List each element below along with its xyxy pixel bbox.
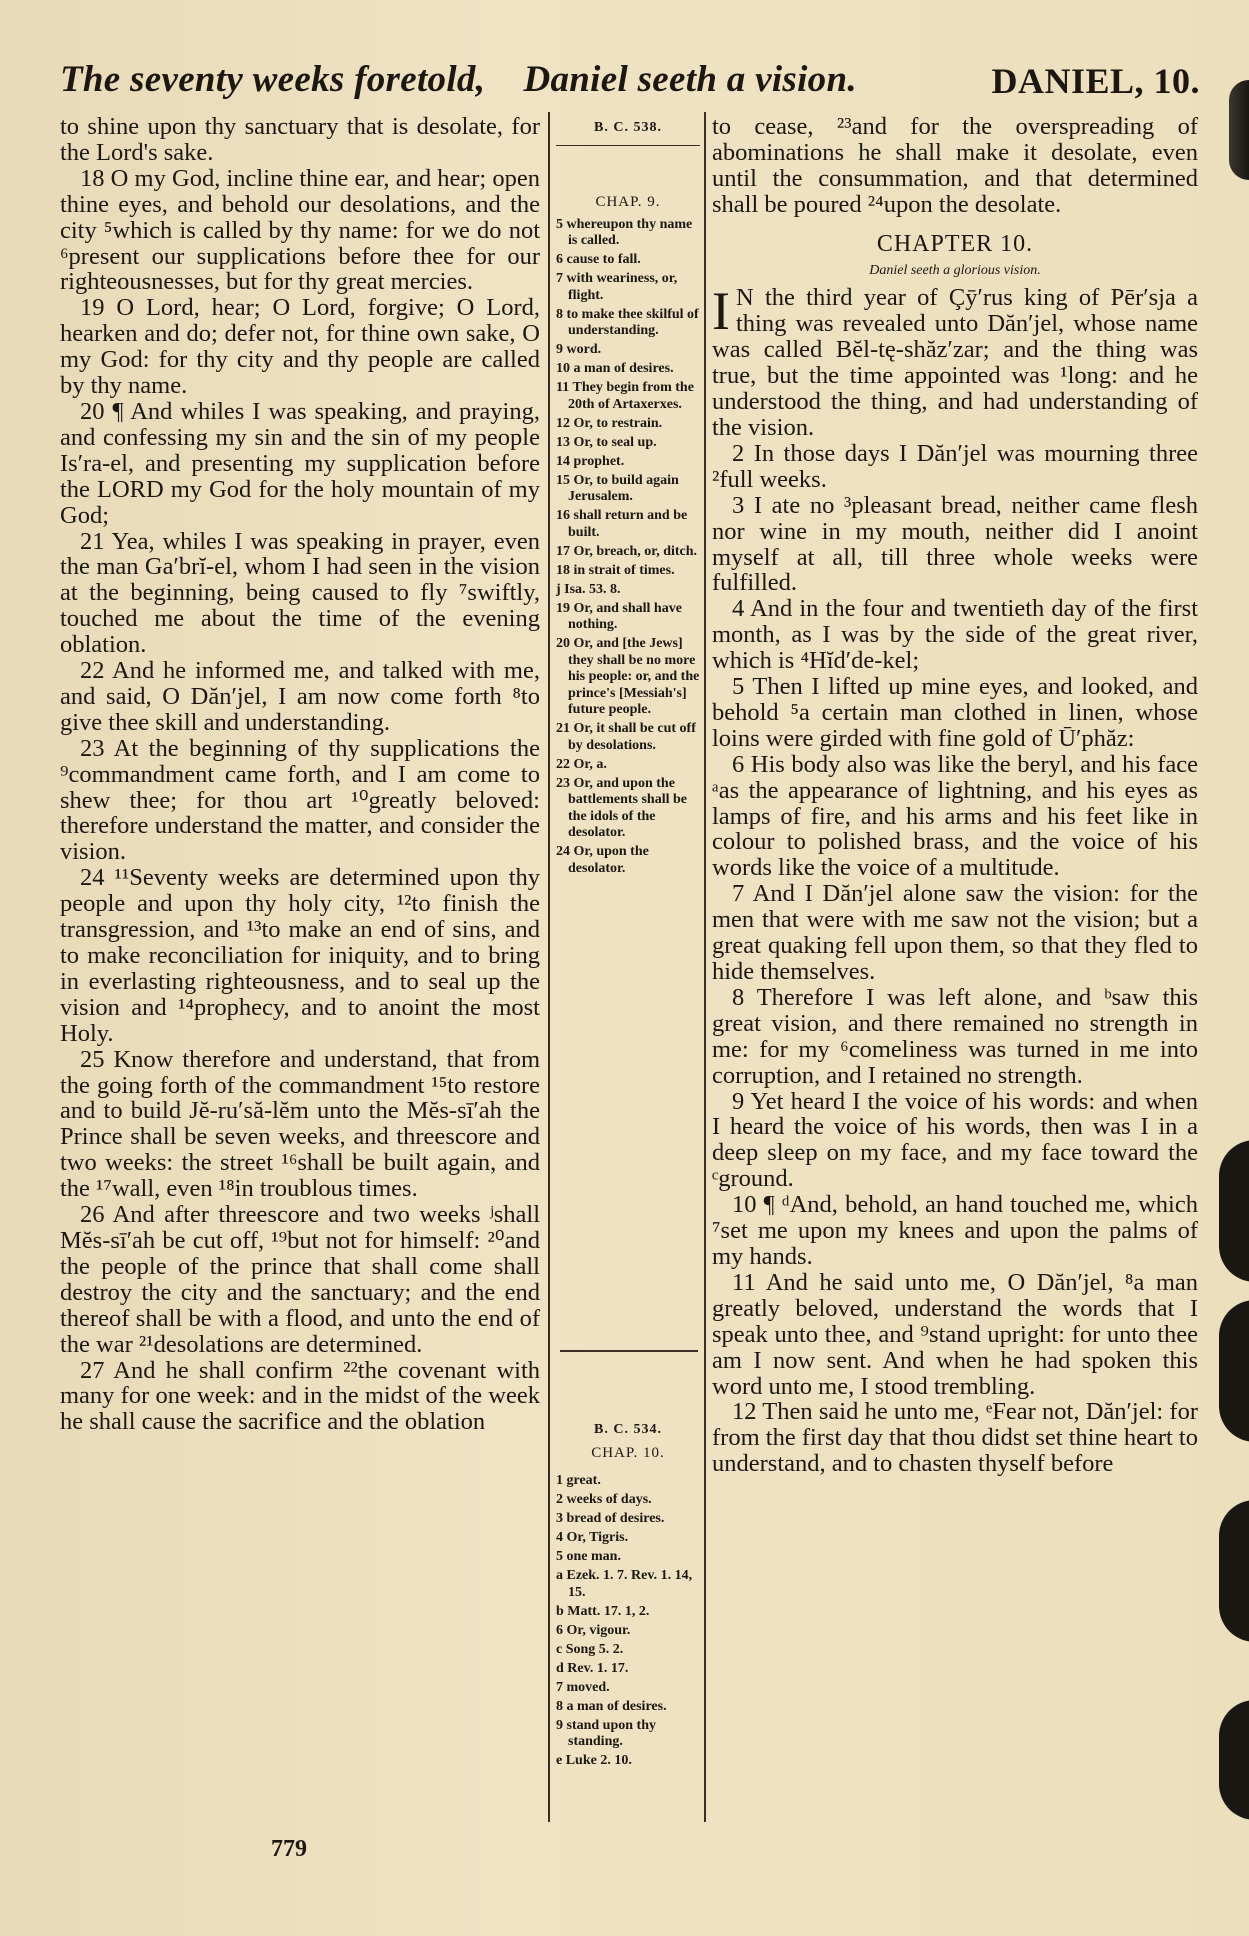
header-left-title: The seventy weeks foretold, Daniel seeth a vision. bbox=[60, 59, 857, 100]
column-rule-right bbox=[704, 112, 706, 1822]
verse-paragraph: 24 ¹¹Seventy weeks are determined upon thy people and upon thy holy city, ¹²to finish the transgression, and ¹³to make an end of sins, and to make reconciliation for iniquity, and to bring in everlasting righteousness, and to seal up the vision and ¹⁴prophecy, and to anoint the most Holy. bbox=[60, 864, 540, 1047]
verse-paragraph: 11 And he said unto me, O Dăn′jel, ⁸a man greatly beloved, understand the words that I speak unto thee, and ⁹stand upright: for unto thee am I now sent. And when he had spoken this word unto me, I stood trembling. bbox=[712, 1268, 1198, 1400]
margin-note: 9 stand upon thy standing. bbox=[556, 1717, 656, 1749]
verse-paragraph: to cease, ²³and for the overspreading of abominations he shall make it desolate, even until the consummation, and that determined shall be poured ²⁴upon the desolate. bbox=[712, 113, 1198, 218]
chapter-summary: Daniel seeth a glorious vision. bbox=[869, 262, 1041, 278]
thumb-index-tab[interactable] bbox=[1219, 1500, 1249, 1642]
verse-1 bbox=[712, 281, 1198, 441]
margin-note: 13 Or, to seal up. bbox=[556, 434, 657, 450]
margin-rule bbox=[556, 145, 700, 147]
verse-paragraph: 3 I ate no ³pleasant bread, neither came flesh nor wine in my mouth, neither did I anoint myself at all, till three whole weeks were fulfilled. bbox=[712, 491, 1198, 597]
verse-paragraph: 9 Yet heard I the voice of his words: and when I heard the voice of his words, then was I in a deep sleep on my face, and my face toward the ᶜground. bbox=[712, 1087, 1198, 1193]
verse-paragraph: 4 And in the four and twentieth day of the first month, as I was by the side of the great river, which is ⁴Hĭd′de-kel; bbox=[712, 595, 1198, 675]
verse-paragraph: 19 O Lord, hear; O Lord, forgive; O Lord, hearken and do; defer not, for thine own sake, O my God: for thy city and thy people are called by thy name. bbox=[60, 294, 540, 400]
verse-paragraph: 26 And after threescore and two weeks ʲshall Mĕs-sī′ah be cut off, ¹⁹but not for himself: ²⁰and the people of the prince that shall come shall destroy the city and the sanctuary; and the end thereof shall be with a flood, and unto the end of the war ²¹desolations are determined. bbox=[60, 1201, 540, 1358]
margin-note: 8 a man of desires. bbox=[556, 1698, 667, 1714]
margin-note: b Matt. 17. 1, 2. bbox=[556, 1603, 650, 1619]
margin-note: 6 Or, vigour. bbox=[556, 1622, 631, 1638]
margin-section-rule bbox=[560, 1350, 698, 1352]
verse-paragraph: 25 Know therefore and understand, that from the going forth of the commandment ¹⁵to restore and to build Jĕ-ru′să-lĕm unto the Mĕs-sī′ah the Prince shall be seven weeks, and threescore and two weeks: the street ¹⁶shall be built again, and the ¹⁷wall, even ¹⁸in troublous times. bbox=[60, 1045, 540, 1203]
verse-paragraph: 21 Yea, whiles I was speaking in prayer, even the man Ga′brĭ-el, whom I had seen in the vision at the beginning, being caused to fly ⁷swiftly, touched me about the time of the evening oblation. bbox=[60, 527, 540, 659]
left-text-column bbox=[60, 114, 540, 1435]
margin-note: 7 moved. bbox=[556, 1679, 610, 1695]
verse-paragraph: 7 And I Dăn′jel alone saw the vision: for the men that were with me saw not the vision; but a great quaking fell upon them, so that they fled to hide themselves. bbox=[712, 880, 1198, 985]
verse-paragraph: 8 Therefore I was left alone, and ᵇsaw this great vision, and there remained no strength in me: for my ⁶comeliness was turned in me into corruption, and I retained no strength. bbox=[712, 983, 1198, 1089]
verse-paragraph: 22 And he informed me, and talked with me, and said, O Dăn′jel, I am now come forth ⁸to give thee skill and understanding. bbox=[60, 657, 540, 736]
right-text-column bbox=[712, 114, 1198, 1477]
verse-1-text: N the third year of Çȳ′rus king of Pēr′sja a thing was revealed unto Dăn′jel, whose name was called Bĕl-tę-shăz′zar; and the thing was true, but the time appointed was ¹long: and he understood the thing, and had understanding of the vision. bbox=[712, 284, 1198, 441]
verse-paragraph: 20 ¶ And whiles I was speaking, and praying, and confessing my sin and the sin of my people Is′ra-el, and presenting my supplication before the LORD my God for the holy mountain of my God; bbox=[60, 397, 540, 529]
margin-note: 5 one man. bbox=[556, 1549, 621, 1564]
margin-note: 21 Or, it shall be cut off by desolations. bbox=[556, 721, 696, 753]
header-book-chapter: DANIEL, 10. bbox=[991, 61, 1200, 101]
margin-note: 3 bread of desires. bbox=[556, 1511, 665, 1526]
margin-note: 6 cause to fall. bbox=[556, 252, 641, 267]
column-rule-left bbox=[548, 112, 550, 1822]
verse-paragraph: 12 Then said he unto me, ᵉFear not, Dăn′jel: for from the first day that thou didst set thine heart to understand, and to chasten thyself before bbox=[712, 1398, 1198, 1478]
page-number: 779 bbox=[271, 1836, 307, 1862]
thumb-index-tab[interactable] bbox=[1219, 1300, 1249, 1442]
margin-note: 24 Or, upon the desolator. bbox=[556, 844, 649, 876]
margin-note: 22 Or, a. bbox=[556, 756, 607, 772]
margin-note: 10 a man of desires. bbox=[556, 361, 674, 376]
verse-paragraph: 10 ¶ ᵈAnd, behold, an hand touched me, which ⁷set me upon my knees and upon the palms of my hands. bbox=[712, 1191, 1198, 1270]
margin-note: 16 shall return and be built. bbox=[556, 508, 688, 540]
margin-date: B. C. 538. bbox=[594, 120, 662, 135]
margin-note: 9 word. bbox=[556, 342, 602, 357]
thumb-index-tab[interactable] bbox=[1219, 1140, 1249, 1282]
margin-note: 11 They begin from the 20th of Artaxerxes. bbox=[556, 380, 694, 412]
margin-notes-chapter-10 bbox=[556, 1420, 700, 1772]
margin-chapter: CHAP. 9. bbox=[595, 194, 661, 210]
margin-note: 5 whereupon thy name is called. bbox=[556, 216, 693, 248]
margin-note: 8 to make thee skilful of understanding. bbox=[556, 306, 699, 338]
margin-chapter: CHAP. 10. bbox=[591, 1444, 665, 1461]
running-header bbox=[60, 58, 1200, 108]
margin-note: a Ezek. 1. 7. Rev. 1. 14, 15. bbox=[556, 1568, 693, 1600]
verse-paragraph: 27 And he shall confirm ²²the covenant with many for one week: and in the midst of the week he shall cause the sacrifice and the oblation bbox=[60, 1356, 540, 1436]
margin-note: 1 great. bbox=[556, 1473, 601, 1488]
margin-note: d Rev. 1. 17. bbox=[556, 1660, 629, 1676]
verse-paragraph: to shine upon thy sanctuary that is desolate, for the Lord's sake. bbox=[60, 113, 540, 166]
verse-paragraph: 2 In those days I Dăn′jel was mourning three ²full weeks. bbox=[712, 439, 1198, 493]
margin-note: e Luke 2. 10. bbox=[556, 1753, 632, 1768]
margin-note: 20 Or, and [the Jews] they shall be no more his people: or, and the prince's [Messiah's] future people. bbox=[556, 636, 700, 717]
margin-note: 23 Or, and upon the battlements shall be the idols of the desolator. bbox=[556, 775, 687, 840]
verse-paragraph: 6 His body also was like the beryl, and his face ᵃas the appearance of lightning, and his eyes as lamps of fire, and his arms and his feet like in colour to polished brass, and the voice of his words like the voice of a multitude. bbox=[712, 750, 1198, 882]
margin-note: 18 in strait of times. bbox=[556, 562, 675, 578]
margin-date: B. C. 534. bbox=[594, 1422, 662, 1437]
margin-notes-chapter-9 bbox=[556, 118, 700, 880]
margin-note: j Isa. 53. 8. bbox=[556, 581, 621, 597]
margin-note: c Song 5. 2. bbox=[556, 1641, 624, 1657]
margin-note: 15 Or, to build again Jerusalem. bbox=[556, 472, 679, 504]
margin-note: 2 weeks of days. bbox=[556, 1492, 652, 1507]
margin-note: 19 Or, and shall have nothing. bbox=[556, 600, 682, 632]
margin-note: 7 with weariness, or, flight. bbox=[556, 271, 678, 303]
margin-note: 12 Or, to restrain. bbox=[556, 415, 663, 431]
thumb-index-tab[interactable] bbox=[1219, 1700, 1249, 1820]
verse-paragraph: 5 Then I lifted up mine eyes, and looked, and behold ⁵a certain man clothed in linen, whose loins were girded with fine gold of Ū′phăz: bbox=[712, 673, 1198, 752]
verse-paragraph: 18 O my God, incline thine ear, and hear; open thine eyes, and behold our desolations, and the city ⁵which is called by thy name: for we do not ⁶present our supplications before thee for our righteousnesses, but for thy great mercies. bbox=[60, 164, 540, 296]
drop-cap: I bbox=[712, 281, 730, 342]
verse-paragraph: 23 At the beginning of thy supplications the ⁹commandment came forth, and I am come to shew thee; for thou art ¹⁰greatly beloved: therefore understand the matter, and consider the vision. bbox=[60, 734, 540, 866]
margin-note: 4 Or, Tigris. bbox=[556, 1530, 629, 1545]
page-edge-shadow bbox=[1229, 80, 1249, 180]
chapter-heading: CHAPTER 10. bbox=[876, 230, 1034, 257]
margin-note: 17 Or, breach, or, ditch. bbox=[556, 543, 698, 559]
margin-note: 14 prophet. bbox=[556, 453, 625, 469]
